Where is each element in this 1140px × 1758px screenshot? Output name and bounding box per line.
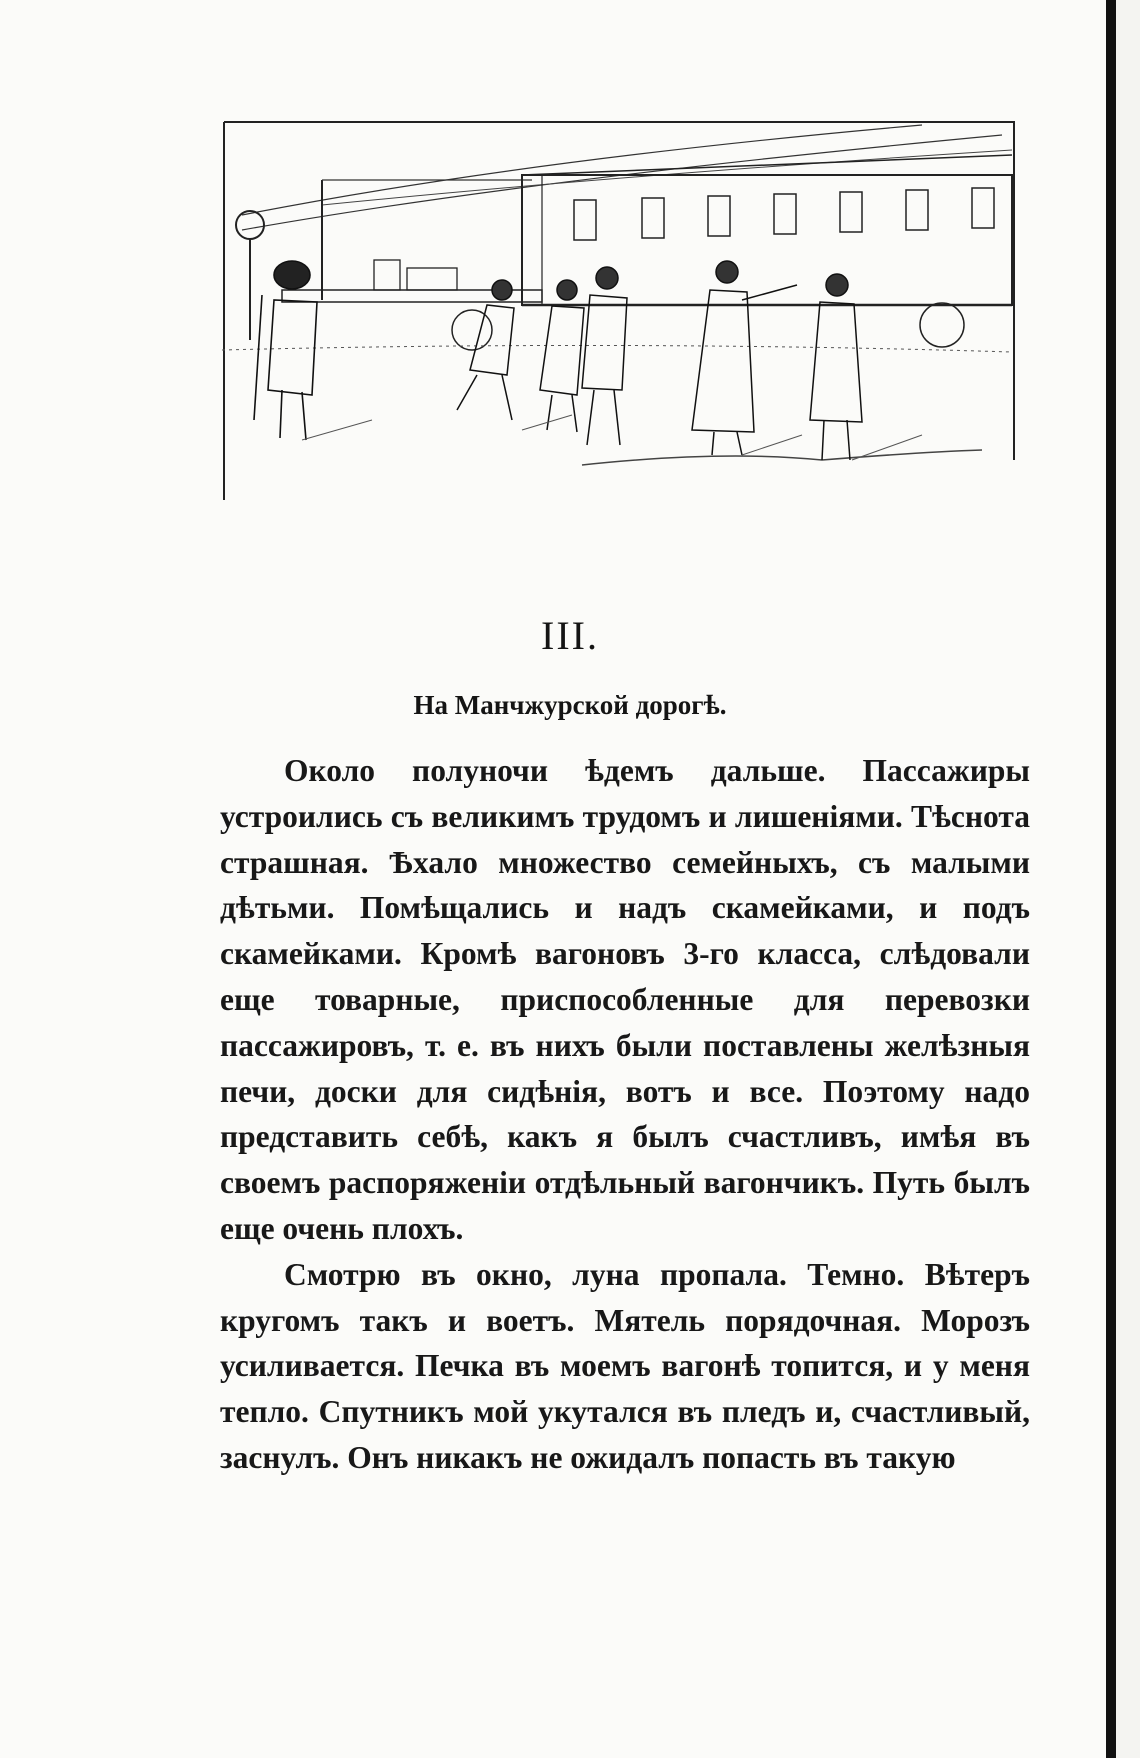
illustration-railway-scene [222, 120, 1022, 560]
engraving-svg [222, 120, 1022, 560]
paragraph: Смотрю въ окно, луна пропала. Темно. Вѣтеръ кругомъ такъ и воетъ. Мятель порядочная. Морозъ усиливается. Печка въ моемъ вагонѣ топится, и у меня тепло. Спутникъ мой укутался въ пледъ и, счастливый, заснулъ. Онъ никакъ не ожидалъ попасть въ такую [220, 1256, 1030, 1475]
chapter-number: III. [541, 613, 599, 658]
page-margin-shadow [1116, 0, 1140, 1758]
body-text [220, 748, 1030, 1481]
paragraph: Около полуночи ѣдемъ дальше. Пассажиры устроились съ великимъ трудомъ и лишеніями. Тѣснота страшная. Ѣхало множество семейныхъ, съ малыми дѣтьми. Помѣщались и надъ скамейками, и подъ скамейками. Кромѣ вагоновъ 3-го класса, слѣдовали еще товарные, приспособленные для перевозки пассажировъ, т. е. въ нихъ были поставлены желѣзныя печи, доски для сидѣнія, вотъ и все. Поэтому надо представить себѣ, какъ я былъ счастливъ, имѣя въ своемъ распоряженіи отдѣльный вагончикъ. Путь былъ еще очень плохъ. [220, 753, 1030, 1246]
book-spine-edge [1106, 0, 1116, 1758]
chapter-title: На Манчжурской дорогѣ. [413, 690, 727, 720]
